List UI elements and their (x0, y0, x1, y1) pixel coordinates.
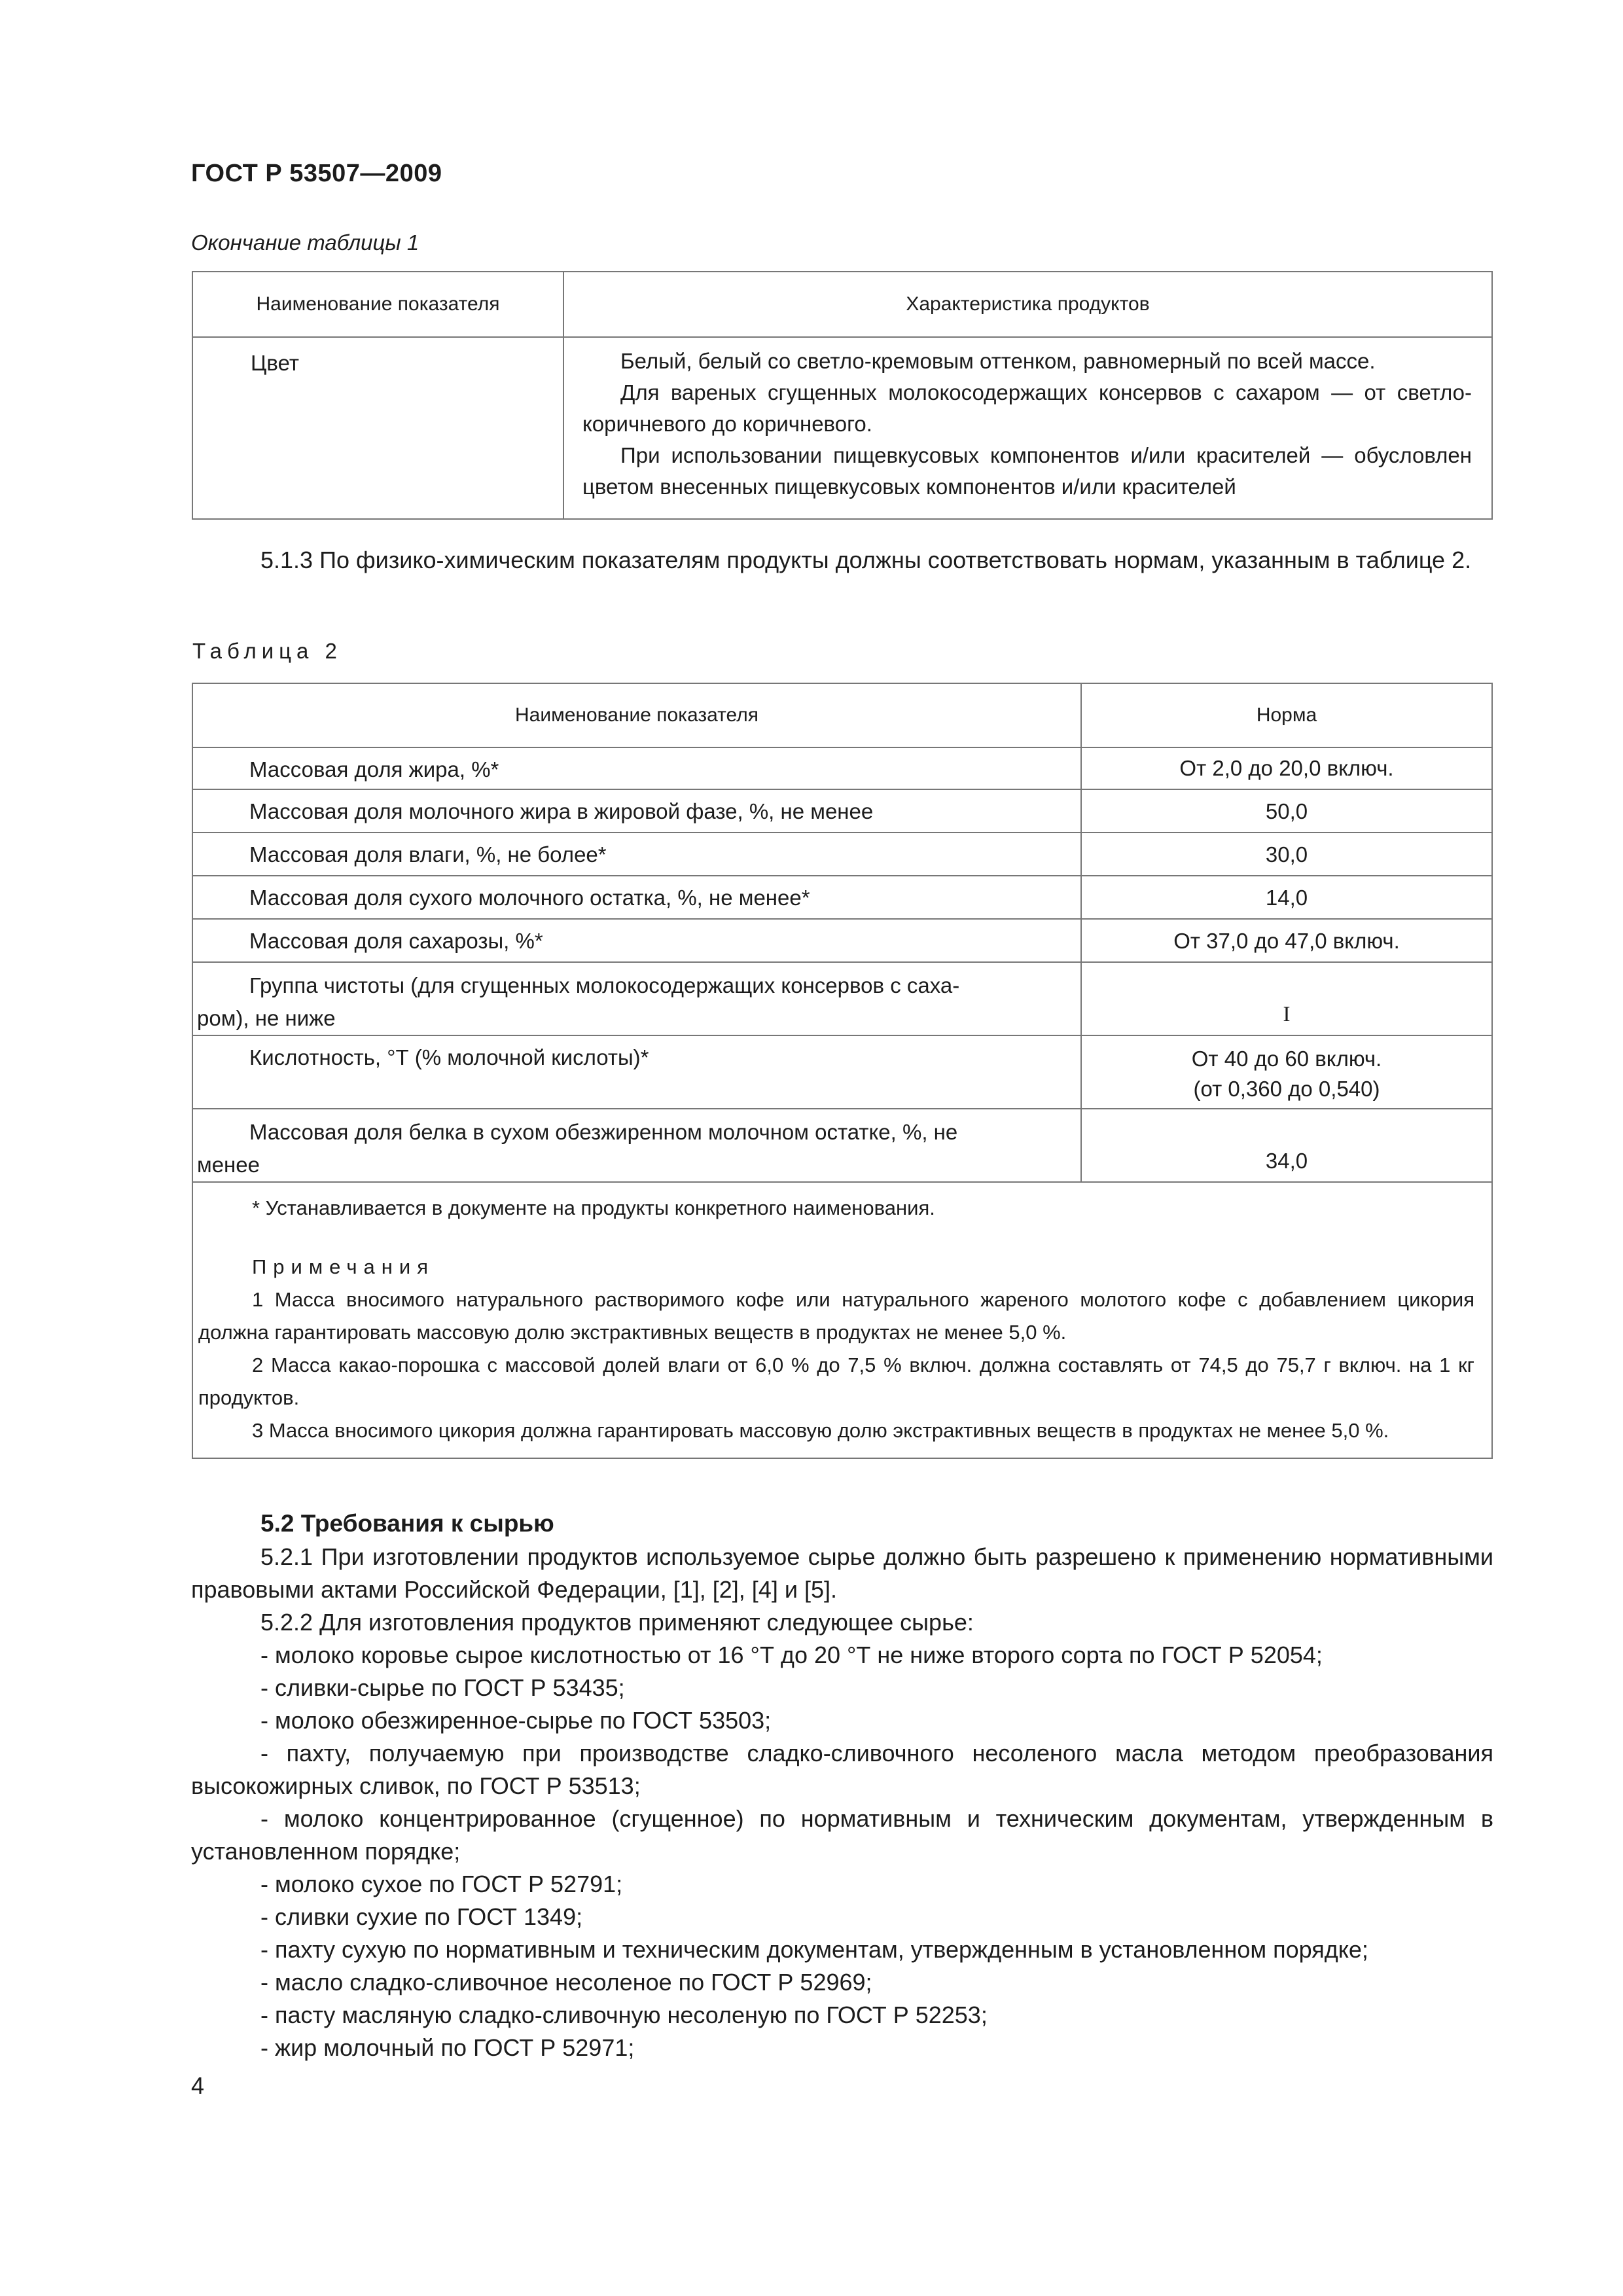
table-2 (192, 683, 1493, 1459)
table2-cell-name: Кислотность, °Т (% молочной кислоты)* (192, 1035, 1081, 1109)
list-item: - сливки-сырье по ГОСТ Р 53435; (260, 1674, 625, 1701)
table2-cell-value: 30,0 (1081, 833, 1492, 876)
table1-cell-characteristic (563, 337, 1492, 519)
paragraph-5-1-3: 5.1.3 По физико-химическим показателям продукты должны соответствовать нормам, указанным в таблице 2. (260, 547, 1472, 573)
list-item: - пасту масляную сладко-сливочную несоленую по ГОСТ Р 52253; (260, 2001, 988, 2028)
table2-header-row (192, 683, 1492, 747)
list-item: - масло сладко-сливочное несоленое по ГОСТ Р 52969; (260, 1969, 872, 1996)
characteristic-line: Белый, белый со светло-кремовым оттенком, равномерный по всей массе. (620, 349, 1376, 373)
paragraph-5-2-2: 5.2.2 Для изготовления продуктов применяют следующее сырье: (260, 1609, 974, 1636)
table2-cell-value: I (1081, 962, 1492, 1035)
table-row (192, 1109, 1492, 1182)
paragraph-5-2-1: 5.2.1 При изготовлении продуктов используемое сырье должно быть разрешено к применению нормативными правовыми актами Российской Федерации, [1], [2], [4] и [5]. (191, 1543, 1493, 1603)
table-row (192, 337, 1492, 519)
table2-cell-value: 34,0 (1081, 1109, 1492, 1182)
value-line-2: (от 0,360 до 0,540) (1193, 1077, 1380, 1101)
section-5-2-title: 5.2 Требования к сырью (260, 1510, 554, 1537)
table2-cell-value (1081, 1035, 1492, 1109)
table2-cell-value: 50,0 (1081, 789, 1492, 833)
name-line-2: менее (197, 1153, 260, 1177)
table2-cell-value: От 2,0 до 20,0 включ. (1081, 747, 1492, 789)
note-item: 1 Масса вносимого натурального растворимого кофе или натурального жареного молотого кофе с добавлением цикория должна гарантировать массовую долю экстрактивных веществ в продуктах не менее 5,0 %. (198, 1288, 1474, 1344)
table-row (192, 789, 1492, 833)
value-line-1: От 40 до 60 включ. (1191, 1047, 1382, 1071)
table2-cell-name (192, 1109, 1081, 1182)
note-item: 2 Масса какао-порошка с массовой долей влаги от 6,0 % до 7,5 % включ. должна составлять от 74,5 до 75,7 г включ. на 1 кг продуктов. (198, 1354, 1474, 1409)
notes-title: Примечания (252, 1255, 435, 1278)
page-number: 4 (191, 2072, 205, 2099)
table1-cell-name: Цвет (192, 337, 563, 519)
table2-notes-row (192, 1182, 1492, 1458)
table2-cell-value: 14,0 (1081, 876, 1492, 919)
name-line-1: Массовая доля белка в сухом обезжиренном молочном остатке, %, не (249, 1120, 958, 1144)
table1-header-characteristic: Характеристика продуктов (563, 272, 1492, 337)
list-item: - пахту сухую по нормативным и техническим документам, утвержденным в установленном порядке; (260, 1936, 1368, 1963)
table-row (192, 919, 1492, 962)
list-item: - пахту, получаемую при производстве сладко-сливочного несоленого масла методом преобразования высокожирных сливок, по ГОСТ Р 53513; (191, 1740, 1493, 1799)
section-5-2-body (191, 1541, 1493, 2064)
list-item: - сливки сухие по ГОСТ 1349; (260, 1903, 583, 1930)
document-header: ГОСТ Р 53507—2009 (191, 160, 442, 187)
table1-continuation-label: Окончание таблицы 1 (191, 230, 419, 255)
name-line-2: ром), не ниже (197, 1006, 336, 1030)
table-1 (192, 271, 1493, 520)
table-row (192, 833, 1492, 876)
table-row (192, 962, 1492, 1035)
list-item: - молоко концентрированное (сгущенное) по нормативным и техническим документам, утвержденным в установленном порядке; (191, 1805, 1493, 1865)
table-row (192, 747, 1492, 789)
table2-cell-name: Массовая доля жира, %* (192, 747, 1081, 789)
table2-cell-value: От 37,0 до 47,0 включ. (1081, 919, 1492, 962)
table2-cell-name: Массовая доля сухого молочного остатка, %, не менее* (192, 876, 1081, 919)
table2-cell-name: Массовая доля сахарозы, %* (192, 919, 1081, 962)
table2-cell-name (192, 962, 1081, 1035)
list-item: - молоко коровье сырое кислотностью от 16 °Т до 20 °Т не ниже второго сорта по ГОСТ Р 52054; (260, 1641, 1323, 1668)
characteristic-line: При использовании пищевкусовых компонентов и/или красителей — обусловлен цветом внесенных пищевкусовых компонентов и/или красителей (582, 443, 1472, 499)
table-row (192, 876, 1492, 919)
list-item: - молоко обезжиренное-сырье по ГОСТ 53503; (260, 1707, 772, 1734)
name-line-1: Группа чистоты (для сгущенных молокосодержащих консервов с саха- (249, 973, 960, 997)
table2-label: Таблица 2 (192, 639, 342, 663)
table2-header-name: Наименование показателя (192, 683, 1081, 747)
table2-notes-cell (192, 1182, 1492, 1458)
table1-header-name: Наименование показателя (192, 272, 563, 337)
table1-header-row (192, 272, 1492, 337)
list-item: - жир молочный по ГОСТ Р 52971; (260, 2034, 635, 2061)
list-item: - молоко сухое по ГОСТ Р 52791; (260, 1871, 623, 1897)
table2-cell-name: Массовая доля влаги, %, не более* (192, 833, 1081, 876)
note-item: 3 Масса вносимого цикория должна гарантировать массовую долю экстрактивных веществ в продуктах не менее 5,0 %. (252, 1419, 1389, 1442)
characteristic-line: Для вареных сгущенных молокосодержащих консервов с сахаром — от светло-коричневого до коричневого. (582, 380, 1472, 436)
table2-footnote: * Устанавливается в документе на продукты конкретного наименования. (252, 1196, 935, 1219)
table-row (192, 1035, 1492, 1109)
table2-cell-name: Массовая доля молочного жира в жировой фазе, %, не менее (192, 789, 1081, 833)
table2-header-norm: Норма (1081, 683, 1492, 747)
